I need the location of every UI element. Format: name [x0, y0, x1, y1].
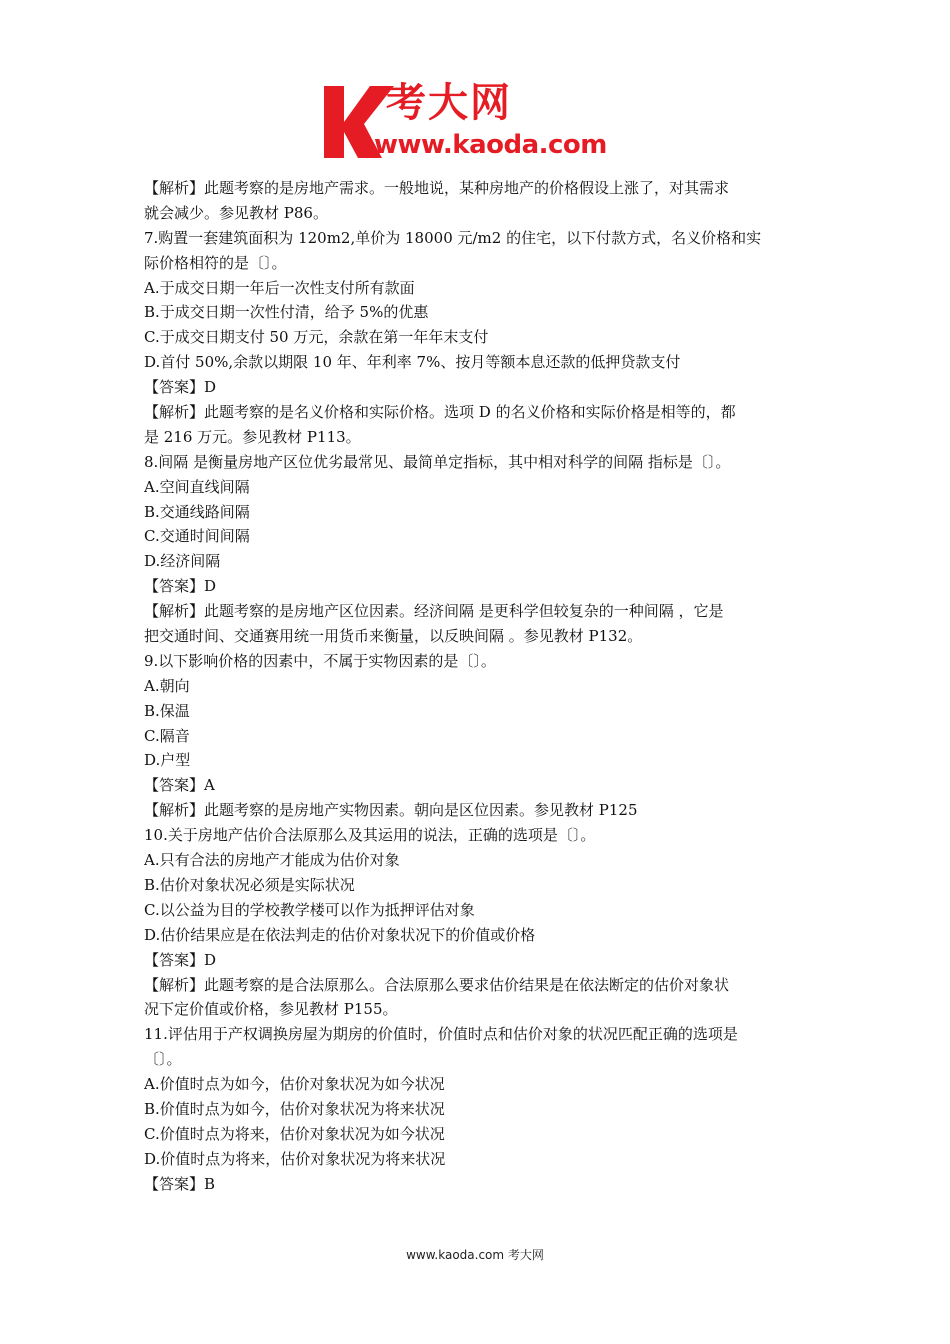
option-line: B.交通线路间隔 — [144, 502, 250, 521]
option-line: A.朝向 — [144, 676, 190, 695]
option-line: D.价值时点为将来，估价对象状况为将来状况 — [144, 1149, 446, 1168]
option-line: C.隔音 — [144, 726, 190, 745]
answer-line: 【答案】D — [144, 577, 217, 596]
option-line: B.于成交日期一次性付清，给予 5%的优惠 — [144, 303, 429, 322]
option-line: D.估价结果应是在依法判走的估价对象状况下的价值或价格 — [144, 925, 536, 944]
text-line: 【解析】此题考察的是房地产需求。一般地说，某种房地产的价格假设上涨了，对其需求 — [144, 179, 730, 197]
analysis-line: 【解析】此题考察的是名义价格和实际价格。选项 D 的名义价格和实际价格是相等的，都 — [144, 403, 736, 422]
option-line: A.空间直线间隔 — [144, 477, 250, 496]
logo-url: www.kaoda.com — [374, 130, 607, 160]
text-line: 际价格相符的是〔〕。 — [144, 253, 287, 272]
kaoda-logo — [318, 80, 648, 164]
analysis-line: 【解析】此题考察的是合法原那么。合法原那么要求估价结果是在依法断定的估价对象状 — [144, 975, 730, 994]
analysis-line: 【解析】此题考察的是房地产区位因素。经济间隔 是更科学但较复杂的一种间隔 ，它是 — [144, 602, 724, 621]
answer-line: 【答案】A — [144, 776, 215, 795]
text-line: 把交通时间、交通赛用统一用货币来衡量，以反映间隔 。参见教材 P132。 — [144, 627, 643, 646]
page-footer: www.kaoda.com 考大网 — [406, 1248, 544, 1262]
option-line: D.经济间隔 — [144, 552, 221, 571]
text-line: 是 216 万元。参见教材 P113。 — [144, 427, 361, 446]
option-line: B.价值时点为如今，估价对象状况为将来状况 — [144, 1099, 445, 1118]
answer-line: 【答案】B — [144, 1174, 216, 1193]
option-line: A.于成交日期一年后一次性支付所有款面 — [144, 278, 415, 297]
option-line: C.以公益为目的学校教学楼可以作为抵押评估对象 — [144, 900, 475, 919]
option-line: B.估价对象状况必须是实际状况 — [144, 875, 355, 894]
option-line: D.户型 — [144, 751, 191, 770]
answer-line: 【答案】D — [144, 378, 217, 397]
option-line: D.首付 50%,余款以期限 10 年、年利率 7%、按月等额本息还款的低押贷款支付 — [144, 353, 681, 372]
text-line: 况下定价值或价格，参见教材 P155。 — [144, 1000, 398, 1019]
option-line: C.价值时点为将来，估价对象状况为如今状况 — [144, 1124, 445, 1143]
analysis-line: 【解析】此题考察的是房地产实物因素。朝向是区位因素。参见教材 P125 — [144, 801, 638, 820]
logo-title: 考大网 — [386, 80, 512, 126]
document-body — [144, 176, 812, 1197]
answer-line: 【答案】D — [144, 950, 217, 969]
option-line: A.价值时点为如今，估价对象状况为如今状况 — [144, 1075, 445, 1094]
option-line: C.于成交日期支付 50 万元，余款在第一年年末支付 — [144, 328, 489, 347]
question-8: 8.间隔 是衡量房地产区位优劣最常见、最简单定指标，其中相对科学的间隔 指标是〔〕。 — [144, 452, 731, 471]
option-line: A.只有合法的房地产才能成为估价对象 — [144, 851, 400, 870]
question-10: 10.关于房地产估价合法原那么及其运用的说法，正确的选项是〔〕。 — [144, 826, 596, 845]
question-11: 11.评估用于产权调换房屋为期房的价值时，价值时点和估价对象的状况匹配正确的选项是 — [144, 1025, 738, 1044]
option-line: B.保温 — [144, 701, 190, 720]
option-line: C.交通时间间隔 — [144, 527, 250, 546]
text-line: 〔〕。 — [144, 1050, 182, 1069]
question-9: 9.以下影响价格的因素中，不属于实物因素的是〔〕。 — [144, 651, 496, 670]
text-line: 就会减少。参见教材 P86。 — [144, 203, 328, 222]
question-7: 7.购置一套建筑面积为 120m2,单价为 18000 元/m2 的住宅，以下付款方式，名义价格和实 — [144, 228, 762, 247]
